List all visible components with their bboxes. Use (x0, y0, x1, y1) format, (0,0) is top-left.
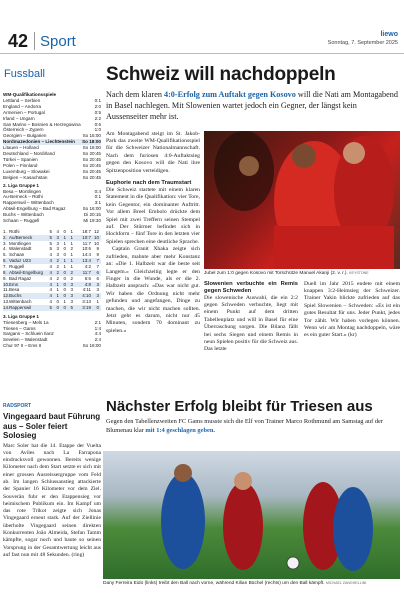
standings-row: 10. Ems 4 1 0 3 4:8 3 (3, 281, 99, 287)
standings-row: 2. Au/Berneck 5 3 1 1 10:7 10 (3, 234, 99, 240)
standings-row: 13. Wittenbach 4 0 1 3 3:13 1 (3, 299, 99, 305)
result-row: Triesenberg – Mels 1a 2:1 (3, 319, 101, 325)
result-row: Lettland – Serbien 0:1 (3, 97, 101, 103)
result-row: Schaan – Ruggell Mi 19:30 (3, 218, 101, 224)
result-row: Luxemburg – Slowakei So 20:45 (3, 168, 101, 174)
results-group (3, 92, 101, 181)
header-divider (34, 32, 35, 50)
result-row: Litauen – Holland So 18:00 (3, 145, 101, 151)
standings-row: 5. Schaan 4 3 0 1 14:4 9 (3, 252, 99, 258)
result-row: Au-Berneck – Rüthi 0:1 (3, 194, 101, 200)
main-body (106, 131, 400, 383)
second-lead: Gegen den Tabellenzweiten FC Gams musste sich die Elf von Trainer Marco Rothmund am Samstag auf der Blumenau klar mit 1:4 geschlagen geben. (106, 418, 384, 434)
result-row: Rapperswil – Wittenbach 3:1 (3, 200, 101, 206)
group-title: WM-Qualifikationsspiele (3, 92, 57, 97)
standings-row: 11. Besa 4 1 0 3 4:11 3 (3, 287, 99, 293)
result-row: San Marino – Bosnien & Herzegowina 0:6 (3, 121, 101, 127)
radsport-label: RADSPORT (3, 403, 32, 409)
result-row: Türkei – Spanien So 20:45 (3, 156, 101, 162)
results-column (3, 58, 101, 349)
celebration-illustration (204, 131, 400, 269)
result-row: Polen – Finnland So 20:45 (3, 162, 101, 168)
result-row: Sevelen – Walenstadt 2:4 (3, 337, 101, 343)
page-header (0, 0, 404, 52)
fussball-heading: Fussball (4, 68, 45, 80)
subheading-euphorie: Euphorie nach dem Traumstart (106, 180, 192, 187)
standings-row: 4. Walenstadt 5 3 0 2 10:6 9 (3, 246, 99, 252)
result-row: England – Andorra 2:0 (3, 103, 101, 109)
standings-row: 6. Vaduz U23 4 2 1 1 13:4 7 (3, 258, 99, 264)
result-row: Österreich – Zypern 1:0 (3, 127, 101, 133)
newspaper-logo: liewo (380, 31, 398, 38)
second-lead-highlight: mit 1:4 geschlagen geben. (145, 426, 215, 434)
main-column-3: Duell im Jahr 2015 endete mit einem knappen 3:2-Heimsieg der Schweizer. Trainer Yakin blickte zufrieden auf das Spiel Slowenien – Schweden: «Es ist ein gutes Resultat für uns. Jeder Punkt, jedes Tor zählt. Wir haben vorlegen können. Wenn wir am Montag nachdoppeln, wäre es ein guter Start.» (kr) (304, 280, 400, 339)
main-headline: Schweiz will nachdoppeln (106, 64, 336, 85)
standings-table (3, 229, 101, 311)
results-groups (3, 92, 101, 224)
main-lead: Nach dem klaren 4:0-Erfolg zum Auftakt gegen Kosovo will die Nati am Montagabend in Basel nachlegen. Mit Slowenien wartet jedoch ein Gegner, der längst kein Aussenseiter mehr ist. (106, 90, 398, 122)
second-headline: Nächster Erfolg bleibt für Triesen aus (106, 398, 373, 415)
result-row: Irland – Ungarn 2:2 (3, 115, 101, 121)
group-title: 2. Liga Gruppe 1 (3, 182, 39, 188)
lead-highlight: 4:0-Erfolg zum Auftakt gegen Kosovo (163, 90, 296, 99)
result-row: Abtwil-Engelburg – Bad Ragaz So 16:00 (3, 206, 101, 212)
radsport-text: Marc Soler hat die 14. Etappe der Vuelta von Aviles nach La Farrapona eindrucksvoll gewonnen. Bereits wenige Kilometer nach dem Start setzte er sich mit einer grossen Ausreissergruppe vom Feld ab. Im langen Schlussanstieg attackierte der Spanier 16 Kilometer vor dem Ziel. Souverän fuhr er den Etappensieg vor heimischem Publikum ein. Im Kampf um das rote Trikot zeigte sich Jonas Vingegaard erneut stark. Auf der Ziellinie überholte Vingegaard seinen direkten Konkurrenten João Almeida, Stefan Tamm kämpfte, sogar noch und baute so seinen Vorsprung in der Gesamtwertung leicht aus auf fast nun mit 48 Sekunden. (ring) (3, 442, 101, 558)
section-title: Sport (40, 33, 76, 50)
result-row: Chur 97 II – Ems II So 16:00 (3, 343, 101, 349)
result-row: Belgien – Kasachstan So 20:45 (3, 174, 101, 180)
main-article (106, 58, 400, 383)
radsport-article (3, 403, 101, 559)
standings-row: 1. Rüthi 5 4 0 1 18:7 12 (3, 228, 99, 234)
issue-date: Sonntag, 7. September 2025 (327, 40, 398, 46)
main-column-2: Slowenien verbuchte ein Remis gegen Schweden Die slowenische Auswahl, die ein 2:2 gegen Schweden verbuchte, liegt mit einem Punkt auf dem dritten Tabellenplatz und will in Basel für eine Überraschung sorgen. Die Bilanz fällt bei sechs Siegen und einem Remis in neun Spielen positiv für die Schweiz aus. Das letzte (204, 280, 298, 353)
photo-caption-2: Dany Ferreira Eido (links) treibt den Ball nach vorne, während Kilian Büchel (rechts) um den Ball kämpft. MICHAEL ZANGHELLINI (103, 581, 367, 586)
results-group (3, 183, 101, 224)
photo-match (103, 451, 400, 579)
liga3-results (3, 314, 101, 349)
standings-row: 8. Abtwil-Engelburg 4 2 0 2 11:7 6 (3, 269, 99, 275)
standings-row: 9. Bad Ragaz 4 2 0 2 6:6 6 (3, 275, 99, 281)
match-illustration (103, 451, 400, 579)
standings-row: 3. Montlingen 5 3 1 1 11:7 10 (3, 240, 99, 246)
result-row: Deutschland – Nordirland So 20:45 (3, 151, 101, 157)
result-row: Georgien – Bulgarien So 15:00 (3, 133, 101, 139)
result-row: Besa – Montlingen 0:4 (3, 188, 101, 194)
photo-celebration (204, 131, 400, 269)
standings-row: 7. Ruggell 4 2 1 1 4:2 7 (3, 264, 99, 269)
subheading-slowenien: Slowenien verbuchte ein Remis gegen Schweden (204, 280, 298, 294)
main-column-1: Am Montagabend steigt im St. Jakob-Park das zweite WM-Qualifikationsspiel für die Schweizer Nationalmannschaft. Nach dem furiosen 4:0-Auftaktsieg gegen den Kosovo will die Nati ihre Spitzenposition verteidigen. Euphorie nach dem Traumstart Die Schweiz startete mit einem klaren Statement in die Qualifikation: vier Tore, kein Gegentor, ein dominanter Auftritt. Vor allem Breel Embolo drückte dem Spiel mit zwei Treffern seinen Stempel auf. Der Stürmer befindet sich in Hochform – fünf Tore in den letzten vier Spielen sprechen eine deutliche Sprache. Captain Granit Xhaka zeigte sich zufrieden, mahnte aber mehr Konstanz an: «Die 1. Halbzeit war die beste seit Langem.» Gleichzeitig legte er den Finger in die Wunde, als er die 2. Halbzeit ansprach: «Das war nicht gut. Wir haben die Ordnung nicht mehr gefunden und angefangen, Dinge zu machen, die wir nicht machen sollten. Jetzt geht es darum, nicht nur 45 Minuten, sondern 70 dominant zu spielen.» (106, 130, 200, 334)
standings-row: 14. Rapperswil 5 0 0 5 3:19 0 (3, 304, 99, 310)
page-number: 42 (8, 31, 29, 51)
result-row: Triesen – Gams 1:4 (3, 325, 101, 331)
result-row: Buchs – Wittenbach Di 20:15 (3, 212, 101, 218)
standings-row: 12. Buchs 4 1 0 3 4:10 3 (3, 293, 99, 299)
radsport-headline: Vingegaard baut Führung aus – Soler feiert Solosieg (3, 412, 101, 440)
group-title: 3. Liga Gruppe 1 (3, 313, 39, 319)
result-row: Sargans – Schluein Ilanz 4:4 (3, 331, 101, 337)
header-rule (0, 53, 404, 54)
results-group (3, 314, 101, 349)
result-row: Armenien – Portugal 0:5 (3, 109, 101, 115)
second-article (103, 398, 400, 586)
photo-caption-1: Jubel zum 1:0 gegen Kosovo mit Torschütze Manuel Akanji (2. v. r.). KEYSTONE (204, 270, 369, 276)
result-row: Nordmazedonien – Liechtenstein So 18:00 (3, 139, 101, 145)
